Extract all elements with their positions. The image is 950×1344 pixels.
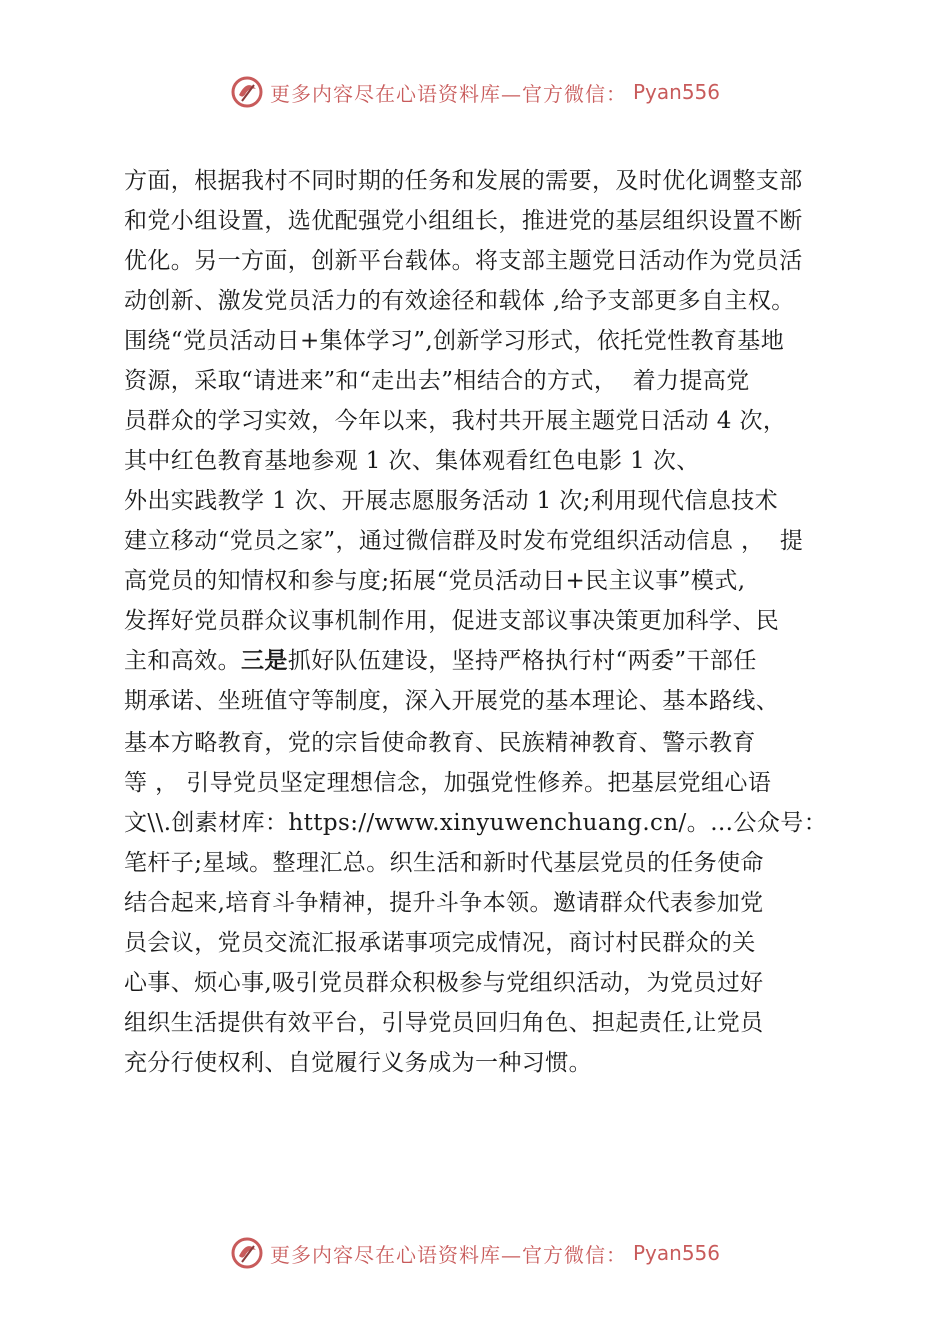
body-line: 充分行使权利、自觉履行义务成为一种习惯。 [124,1050,592,1076]
body-line: 其中红色教育基地参观 1 次、集体观看红色电影 1 次、 [124,448,700,474]
body-line: 等 ， 引导党员坚定理想信念，加强党性修养。把基层党组心语 [124,770,772,796]
body-line: 建立移动“党员之家”，通过微信群及时发布党组织活动信息 ， 提 [124,528,804,554]
body-line: 围绕“党员活动日+集体学习”,创新学习形式，依托党性教育基地 [124,328,785,354]
header-wechat-id: Pyan556 [632,80,720,104]
body-line: 组织生活提供有效平台，引导党员回归角色、担起责任,让党员 [124,1010,764,1036]
document-body [124,168,844,1077]
rose-logo-icon [230,75,264,109]
body-line: 员会议，党员交流汇报承诺事项完成情况，商讨村民群众的关 [124,930,756,956]
rose-logo-icon [230,1236,264,1270]
footer-wechat-id: Pyan556 [632,1241,720,1265]
body-line-prefix: 主和高效。 [124,648,241,674]
body-line: 基本方略教育，党的宗旨使命教育、民族精神教育、警示教育 [124,730,756,756]
body-line: 发挥好党员群众议事机制作用，促进支部议事决策更加科学、民 [124,608,780,634]
body-line-suffix: 抓好队伍建设，坚持严格执行村“两委”干部任 [287,648,757,674]
body-line: 外出实践教学 1 次、开展志愿服务活动 1 次;利用现代信息技术 [124,488,779,514]
header-banner-text: 更多内容尽在心语资料库—官方微信： [269,81,627,106]
body-line: 期承诺、坐班值守等制度，深入开展党的基本理论、基本路线、 [124,688,780,714]
body-line: 员群众的学习实效，今年以来，我村共开展主题党日活动 4 次， [124,408,787,434]
body-line: 资源，采取“请进来”和“走出去”相结合的方式， 着力提高党 [124,368,750,394]
body-line: 结合起来,培育斗争精神，提升斗争本领。邀请群众代表参加党 [124,890,764,916]
body-line: 高党员的知情权和参与度;拓展“党员活动日+民主议事”模式, [124,568,746,594]
header-banner [0,72,950,112]
body-line: 动创新、激发党员活力的有效途径和载体 ,给予支部更多自主权。 [124,288,795,314]
footer-banner [0,1233,950,1273]
body-line: 方面，根据我村不同时期的任务和发展的需要，及时优化调整支部 [124,168,803,194]
footer-banner-text: 更多内容尽在心语资料库—官方微信： [269,1242,627,1267]
body-line-with-heading [124,648,844,675]
body-line: 心事、烦心事,吸引党员群众积极参与党组织活动，为党员过好 [124,970,764,996]
body-line: 和党小组设置，选优配强党小组组长，推进党的基层组织设置不断 [124,208,803,234]
body-line: 文\\.创素材库：https://www.xinyuwenchuang.cn/。…公众号： [124,810,828,836]
body-line: 笔杆子;星域。整理汇总。织生活和新时代基层党员的任务使命 [124,850,764,876]
body-line: 优化。另一方面，创新平台载体。将支部主题党日活动作为党员活 [124,248,803,274]
section-marker-three: 三是 [241,648,288,674]
